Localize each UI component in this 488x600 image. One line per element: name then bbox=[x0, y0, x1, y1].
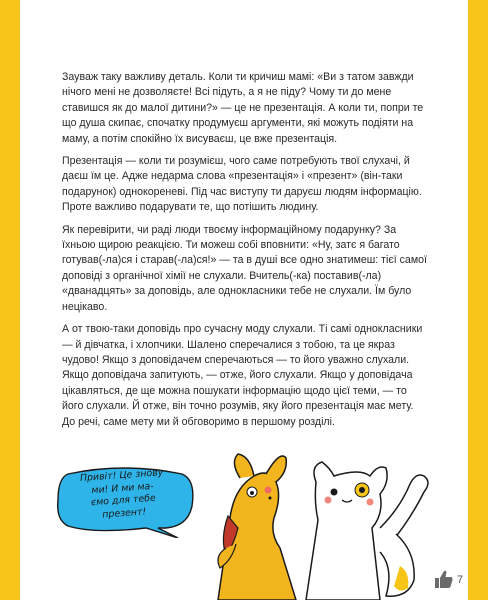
bubble-line: ми! И ми ма- bbox=[91, 480, 154, 496]
thumbs-up-icon bbox=[432, 568, 454, 590]
paragraph-4: А от твою-таки доповідь про сучасну моду слухали. Ті самі однокласники — й дівчатка, і хлопчики. Шалено сперечалися з тобою, та це якраз чудово! Якщо з доповідачем сперечаються — то його уважно слухали. Якщо доповідача запитують, — отже, його слухали. Якщо у доповідача цікавляться, де ще можна пошукати інформацію щодо цієї теми, — то його слухали. Й отже, він точно розумів, яку його презентація має мету. До речі, саме мету ми й обговоримо в першому розділі. bbox=[62, 323, 423, 428]
paragraph-1: Зауваж таку важливу деталь. Коли ти кричиш мамі: «Ви з татом завжди нічого мені не дозволяєте! Всі підуть, а я не піду? Чому ти до мене ставишся як до малої дитини?» — це не презентація. А коли ти, попри те що душа скипає, спочатку продумуєш аргументи, які можуть подіяти на маму, а потім спокійно їх висуваєш, це вже презентація. bbox=[62, 71, 424, 145]
bubble-line: ємо для тебе bbox=[90, 492, 157, 509]
book-page bbox=[20, 0, 468, 600]
cat-illustration bbox=[306, 462, 428, 600]
page-number: 7 bbox=[457, 574, 464, 586]
bubble-text bbox=[62, 466, 183, 524]
dog-and-cat-illustration bbox=[210, 448, 450, 600]
dog-illustration bbox=[218, 454, 296, 600]
bubble-line: Привіт! Це знову bbox=[79, 467, 164, 484]
body-text bbox=[62, 70, 428, 437]
paragraph-3: Як перевірити, чи раді люди твоєму інформаційному подарунку? За їхньою щирою реакцією. Ти можеш собі вповнити: «Ну, затє я багато готував(-ла)ся і старав(-ла)ся!» — та в душі все одно знатимеш: тієї самої доповіді з органічної хімії не слухали. Вчитель(-ка) поставив(-ла) «дванадцять» за доповідь, але однокласники тебе не слухали. Їм було нецікаво. bbox=[62, 223, 427, 313]
bubble-line: презент! bbox=[101, 506, 147, 521]
paragraph-2: Презентація — коли ти розумієш, чого саме потребують твої слухачі, й даєш їм це. Адже недарма слова «презентація» і «презент» (він-таки подарунок) однокореневі. Під час виступу ти даруєш людям інформацію. Проте важливо подарувати те, що потішить людину. bbox=[62, 155, 422, 214]
